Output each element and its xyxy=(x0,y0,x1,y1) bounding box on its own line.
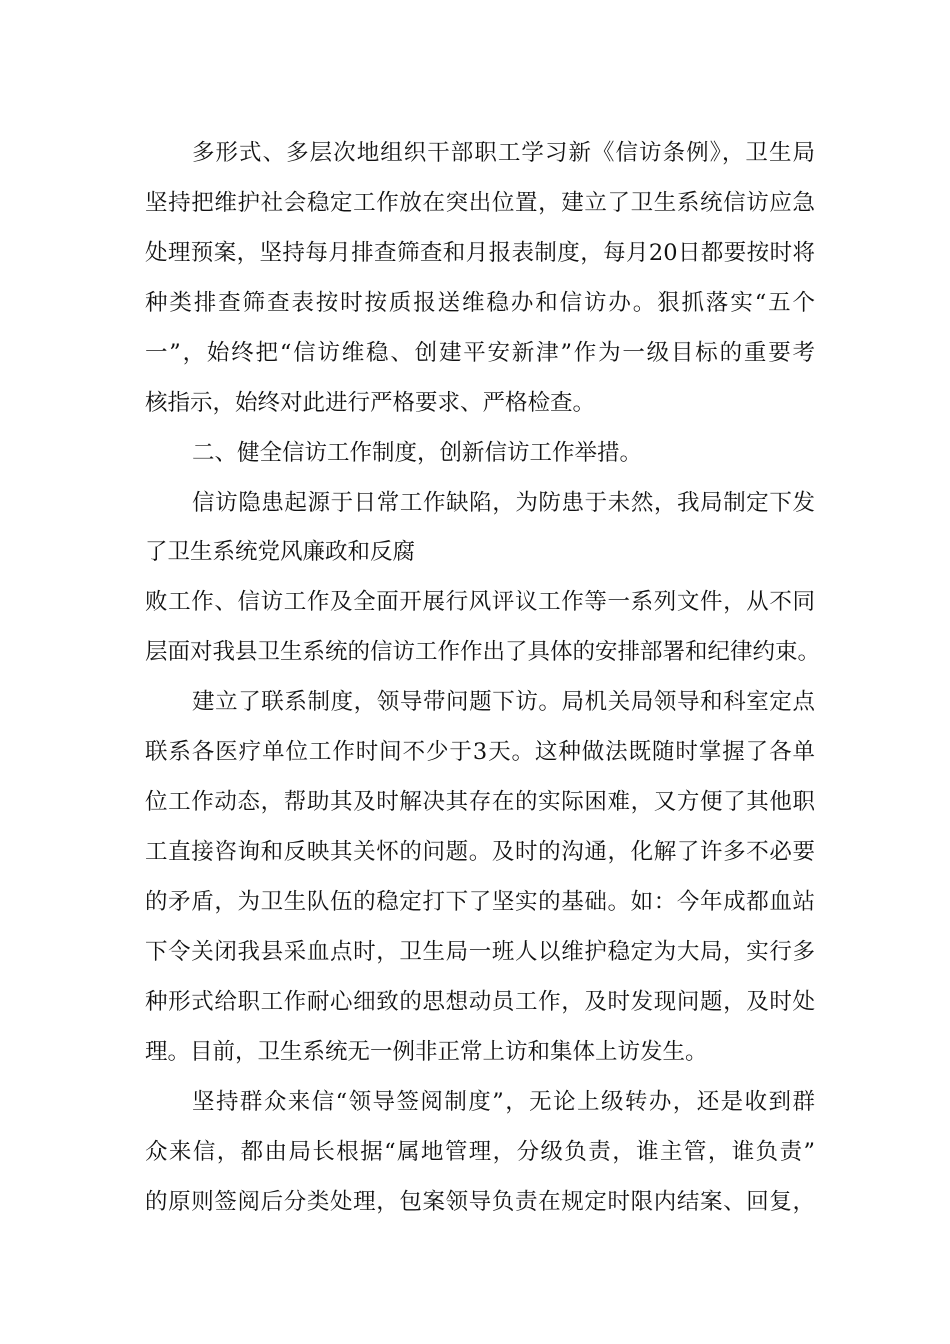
paragraph-line: 信访隐患起源于日常工作缺陷，为防患于未然，我局制定下发 xyxy=(192,490,815,516)
paragraph-line: 建立了联系制度，领导带问题下访。局机关局领导和科室定点 xyxy=(192,689,815,715)
paragraph-line: 败工作、信访工作及全面开展行风评议工作等一系列文件，从不同 xyxy=(145,589,815,615)
paragraph-line: 坚持群众来信“领导签阅制度”，无论上级转办，还是收到群 xyxy=(192,1089,815,1115)
section-heading: 二、健全信访工作制度，创新信访工作举措。 xyxy=(192,440,643,466)
paragraph-line: 种类排查筛查表按时按质报送维稳办和信访办。狠抓落实“五个 xyxy=(145,290,815,316)
paragraph-line: 多形式、多层次地组织干部职工学习新《信访条例》，卫生局 xyxy=(192,140,815,166)
paragraph-line: 联系各医疗单位工作时间不少于3天。这种做法既随时掌握了各单 xyxy=(145,739,815,765)
paragraph-line: 工直接咨询和反映其关怀的问题。及时的沟通，化解了许多不必要 xyxy=(145,839,815,865)
paragraph-line: 下令关闭我县采血点时，卫生局一班人以维护稳定为大局，实行多 xyxy=(145,939,815,965)
paragraph-line: 位工作动态，帮助其及时解决其存在的实际困难，又方便了其他职 xyxy=(145,789,815,815)
paragraph-line: 一”，始终把“信访维稳、创建平安新津”作为一级目标的重要考 xyxy=(145,340,815,366)
paragraph-line: 的原则签阅后分类处理，包案领导负责在规定时限内结案、回复， xyxy=(145,1189,815,1215)
paragraph-line: 的矛盾，为卫生队伍的稳定打下了坚实的基础。如：今年成都血站 xyxy=(145,889,815,915)
paragraph-line: 理。目前，卫生系统无一例非正常上访和集体上访发生。 xyxy=(145,1039,708,1065)
paragraph-line: 层面对我县卫生系统的信访工作作出了具体的安排部署和纪律约束。 xyxy=(145,639,821,665)
paragraph-line: 了卫生系统党风廉政和反腐 xyxy=(145,539,416,565)
paragraph-line: 众来信，都由局长根据“属地管理，分级负责，谁主管，谁负责” xyxy=(145,1139,815,1165)
paragraph-line: 坚持把维护社会稳定工作放在突出位置，建立了卫生系统信访应急 xyxy=(145,190,815,216)
paragraph-line: 种形式给职工作耐心细致的思想动员工作，及时发现问题，及时处 xyxy=(145,989,815,1015)
paragraph-line: 核指示，始终对此进行严格要求、严格检查。 xyxy=(145,390,596,416)
paragraph-line: 处理预案，坚持每月排查筛查和月报表制度，每月20日都要按时将 xyxy=(145,240,815,266)
